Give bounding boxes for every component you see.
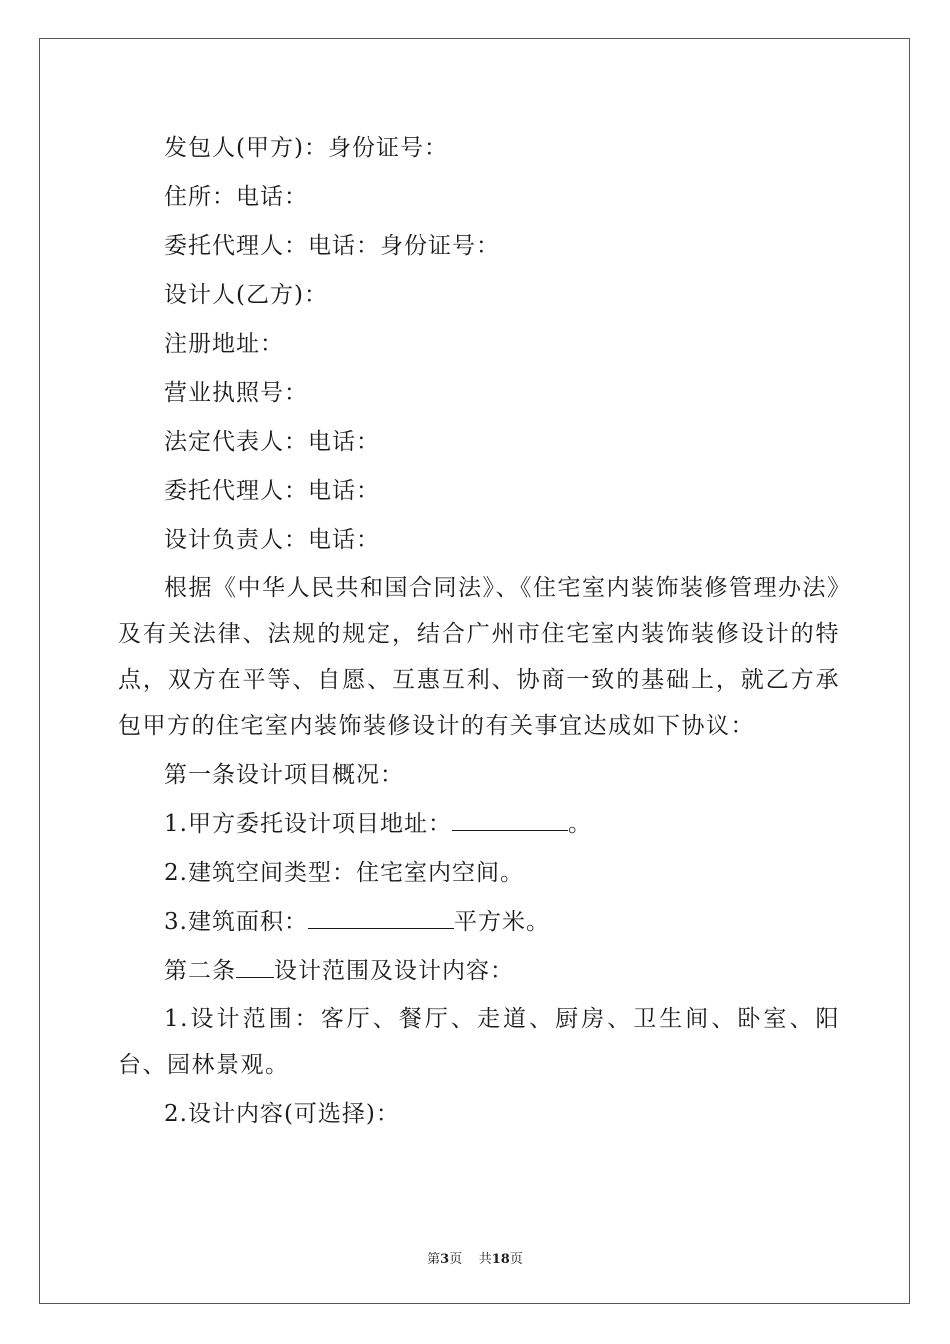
page-number-prefix: 第 [427,1252,441,1267]
preamble-paragraph: 根据《中华人民共和国合同法》、《住宅室内装饰装修管理办法》及有关法律、法规的规定，结合广州市住宅室内装饰装修设计的特点，双方在平等、自愿、互惠互利、协商一致的基础上，就乙方承包甲方的住宅室内装饰装修设计的有关事宜达成如下协议： [118,575,840,739]
page-number-suffix: 页 [449,1252,463,1267]
address-blank-field [452,812,568,831]
party-b-designer-line: 设计负责人：电话： [164,527,380,553]
article1-item1-label: 1.甲方委托设计项目地址： [164,811,452,837]
party-b-license-line: 营业执照号： [164,380,308,406]
article2-item2: 2.设计内容(可选择)： [164,1101,400,1127]
party-a-line: 发包人(甲方)：身份证号： [164,135,448,161]
party-a-agent-line: 委托代理人：电话：身份证号： [164,233,500,259]
total-pages-suffix: 页 [509,1252,523,1267]
page-number: 3 [440,1252,450,1267]
article2-title-suffix: 设计范围及设计内容： [274,958,514,984]
party-b-agent-line: 委托代理人：电话： [164,478,380,504]
article1-item1-suffix: 。 [567,811,592,837]
article2-title-prefix: 第二条 [164,958,236,984]
article1-item3 [118,898,840,947]
party-b-reg-address-line: 注册地址： [164,331,284,357]
total-pages-prefix: 共 [478,1252,492,1267]
party-b-line: 设计人(乙方)： [164,282,328,308]
article1-item1 [118,800,840,849]
party-b-legal-rep-line: 法定代表人：电话： [164,429,380,455]
page-footer [0,1248,950,1267]
article2-title [118,947,840,996]
article1-item3-suffix: 平方米。 [453,909,550,935]
document-body [118,124,840,1139]
article1-item3-label: 3.建筑面积： [164,909,308,935]
total-pages: 18 [491,1252,510,1267]
article1-title: 第一条设计项目概况： [164,762,404,788]
area-blank-field [308,910,454,929]
article2-blank-field [236,959,274,978]
article2-item1: 1.设计范围：客厅、餐厅、走道、厨房、卫生间、卧室、阳台、园林景观。 [118,1006,840,1078]
article1-item2: 2.建筑空间类型：住宅室内空间。 [164,860,524,886]
party-a-address-line: 住所：电话： [164,184,308,210]
